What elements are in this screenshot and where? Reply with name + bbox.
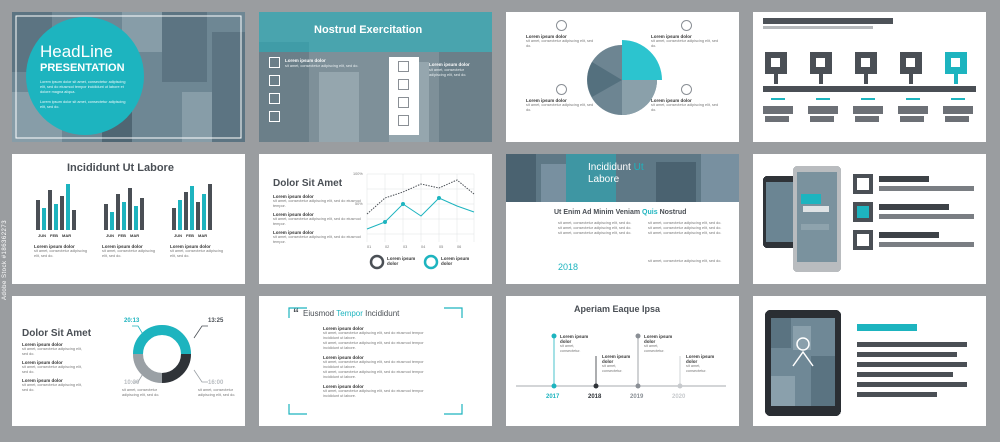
slide-title: Nostrud Exercitation <box>314 24 423 36</box>
target-icon <box>398 115 409 126</box>
bar-group-3 <box>170 182 220 230</box>
slide-pie-icons[interactable]: Lorem ipsum dolor sit amet, consectetur adipiscing elit, sed do. Lorem ipsum dolor sit amet, consectetur adipiscing elit, sed do. Lorem ipsum dolor sit amet, consectetur adipiscing elit, sed do. Lorem ipsum dolor sit amet, consectetur adipiscing elit, sed do. <box>506 12 739 142</box>
x-tick: 02 <box>385 245 390 249</box>
presentation-text: PRESENTATION <box>40 62 125 74</box>
month-label: MAR <box>62 233 72 238</box>
time-label: 20:13 <box>124 318 140 324</box>
x-tick: 06 <box>457 245 462 249</box>
balance-icon <box>398 79 409 90</box>
month-label: JUN <box>38 233 47 238</box>
megaphone-icon <box>269 111 280 122</box>
x-tick: 03 <box>403 245 408 249</box>
slide-dolor-donut[interactable]: Dolor Sit Amet Lorem ipsum dolor sit amet, consectetur adipiscing elit, sed do. Lorem ipsum dolor sit amet, consectetur adipiscing elit, sed do. Lorem ipsum dolor sit amet, consectetur adipiscing elit, sed do. 20:13 13:25 10:30 16:00 sit amet, consectetur adipiscing elit, sed do. sit amet, consectetur adipiscing elit, sed do. <box>12 296 245 426</box>
slide-headline-presentation[interactable] <box>12 12 245 142</box>
slide-title: Dolor Sit Amet <box>22 328 92 339</box>
slide-title: Incididunt Ut Labore <box>67 162 174 174</box>
watermark-text: Adobe Stock #186362273 <box>2 219 8 300</box>
balance-icon <box>681 20 692 31</box>
slide-device-mockup[interactable] <box>753 154 986 284</box>
year-label: 2017 <box>546 394 560 400</box>
slide-eiusmod-quote[interactable]: “ Eiusmod Tempor Incididunt Lorem ipsum dolor sit amet, consectetur adipiscing elit, sed do eiusmod tempor incididunt ut labore. sit amet, consectetur adipiscing elit, sed do eiusmod tempor incididunt ut labore. Lorem ipsum dolor sit amet, consectetur adipiscing elit, sed do eiusmod tempor incididunt ut labore. sit amet, consectetur adipiscing elit, sed do eiusmod tempor incididunt ut labore. Lorem ipsum dolor sit amet, consectetur adipiscing elit, sed do eiusmod tempor incididunt ut labore. <box>259 296 492 426</box>
month-label: FEB <box>50 233 58 238</box>
headline-lorem-small: Lorem ipsum dolor sit amet, consectetur adipiscing elit, sed do. <box>40 100 126 109</box>
bar-group-2 <box>102 182 152 230</box>
time-label: 10:30 <box>124 380 140 386</box>
month-label: MAR <box>198 233 208 238</box>
slide-title: Incididunt Ut Labore <box>588 162 644 185</box>
slide-title: Dolor Sit Amet <box>273 178 343 189</box>
person-icon <box>269 57 280 68</box>
teal-circle <box>26 17 144 135</box>
slide-dolor-line-chart[interactable]: Dolor Sit Amet Lorem ipsum dolor sit amet, consectetur adipiscing elit, sed do eiusmod tempor. Lorem ipsum dolor sit amet, consectetur adipiscing elit, sed do eiusmod tempor. Lorem ipsum dolor sit amet, consectetur adipiscing elit, sed do eiusmod tempor. 100% 50% 01 02 03 04 05 06 Lorem ipsum dolor Lorem ipsum dolor <box>259 154 492 284</box>
step-icons <box>753 12 986 142</box>
target-icon <box>681 84 692 95</box>
slide-title: Eiusmod Tempor Incididunt <box>303 309 400 318</box>
watermark-strip <box>0 178 7 438</box>
time-label: 13:25 <box>208 318 224 324</box>
donut-chart <box>12 296 245 426</box>
y-tick: 100% <box>353 172 363 176</box>
month-label: JUN <box>174 233 183 238</box>
slide-title: Aperiam Eaque Ipsa <box>574 304 661 314</box>
year-label: 2020 <box>672 394 686 400</box>
headline-text: HeadLine <box>40 42 113 61</box>
slide-process-steps[interactable] <box>753 12 986 142</box>
tablet-graphic <box>753 296 986 426</box>
chart-icon <box>269 75 280 86</box>
x-tick: 01 <box>367 245 372 249</box>
month-label: FEB <box>186 233 194 238</box>
x-tick: 05 <box>439 245 444 249</box>
headline-lorem: Lorem ipsum dolor sit amet, consectetur adipiscing elit, sed do eiusmod tempor incididunt ut labore et dolore magna aliqua. <box>40 80 126 94</box>
year-label: 2019 <box>630 394 644 400</box>
year-label: 2018 <box>558 262 579 272</box>
month-label: MAR <box>130 233 140 238</box>
x-tick: 04 <box>421 245 426 249</box>
device-graphic <box>753 154 986 284</box>
subtitle: Ut Enim Ad Minim Veniam Quis Nostrud <box>554 209 687 216</box>
quote-mark: “ <box>293 306 299 320</box>
slide-tablet-mockup[interactable] <box>753 296 986 426</box>
month-label: FEB <box>118 233 126 238</box>
slide-incididunt-2018[interactable]: Incididunt Ut Labore Ut Enim Ad Minim Veniam Quis Nostrud sit amet, consectetur adipiscing elit, sed do. sit amet, consectetur adipiscing elit, sed do. sit amet, consectetur adipiscing elit, sed do. sit amet, consectetur adipiscing elit, sed do. sit amet, consectetur adipiscing elit, sed do. sit amet, consectetur adipiscing elit, sed do. 2018 sit amet, consectetur adipiscing elit, sed do. <box>506 154 739 284</box>
document-icon <box>269 93 280 104</box>
slide-nostrud-exercitation[interactable] <box>259 12 492 142</box>
bank-icon <box>398 61 409 72</box>
icon-grid: Lorem ipsum dolor sit amet, consectetur adipiscing elit, sed do. Lorem ipsum dolor sit amet, consectetur adipiscing elit, sed do. <box>269 57 482 135</box>
megaphone-icon <box>556 84 567 95</box>
time-label: 16:00 <box>208 380 224 386</box>
month-label: JUN <box>106 233 115 238</box>
year-label: 2018 <box>588 394 602 400</box>
y-tick: 50% <box>355 202 363 206</box>
slide-aperiam-timeline[interactable]: Aperiam Eaque Ipsa Lorem ipsum dolor sit amet, consectetur. Lorem ipsum dolor sit amet, consectetur. Lorem ipsum dolor sit amet, consectetur. Lorem ipsum dolor sit amet, consectetur. 2017 2018 2019 2020 <box>506 296 739 426</box>
handshake-icon <box>398 97 409 108</box>
person-icon <box>556 20 567 31</box>
slide-incididunt-bars[interactable]: Incididunt Ut Labore JUN FEB MAR JUN FEB MAR JUN FEB MAR Lorem ipsum dolor sit amet, consectetur adipiscing elit, sed do. Lorem ipsum dolor sit amet, consectetur adipiscing elit, sed do. Lorem ipsum dolor sit amet, consectetur adipiscing elit, sed do. <box>12 154 245 284</box>
bar-group-1 <box>34 182 84 230</box>
